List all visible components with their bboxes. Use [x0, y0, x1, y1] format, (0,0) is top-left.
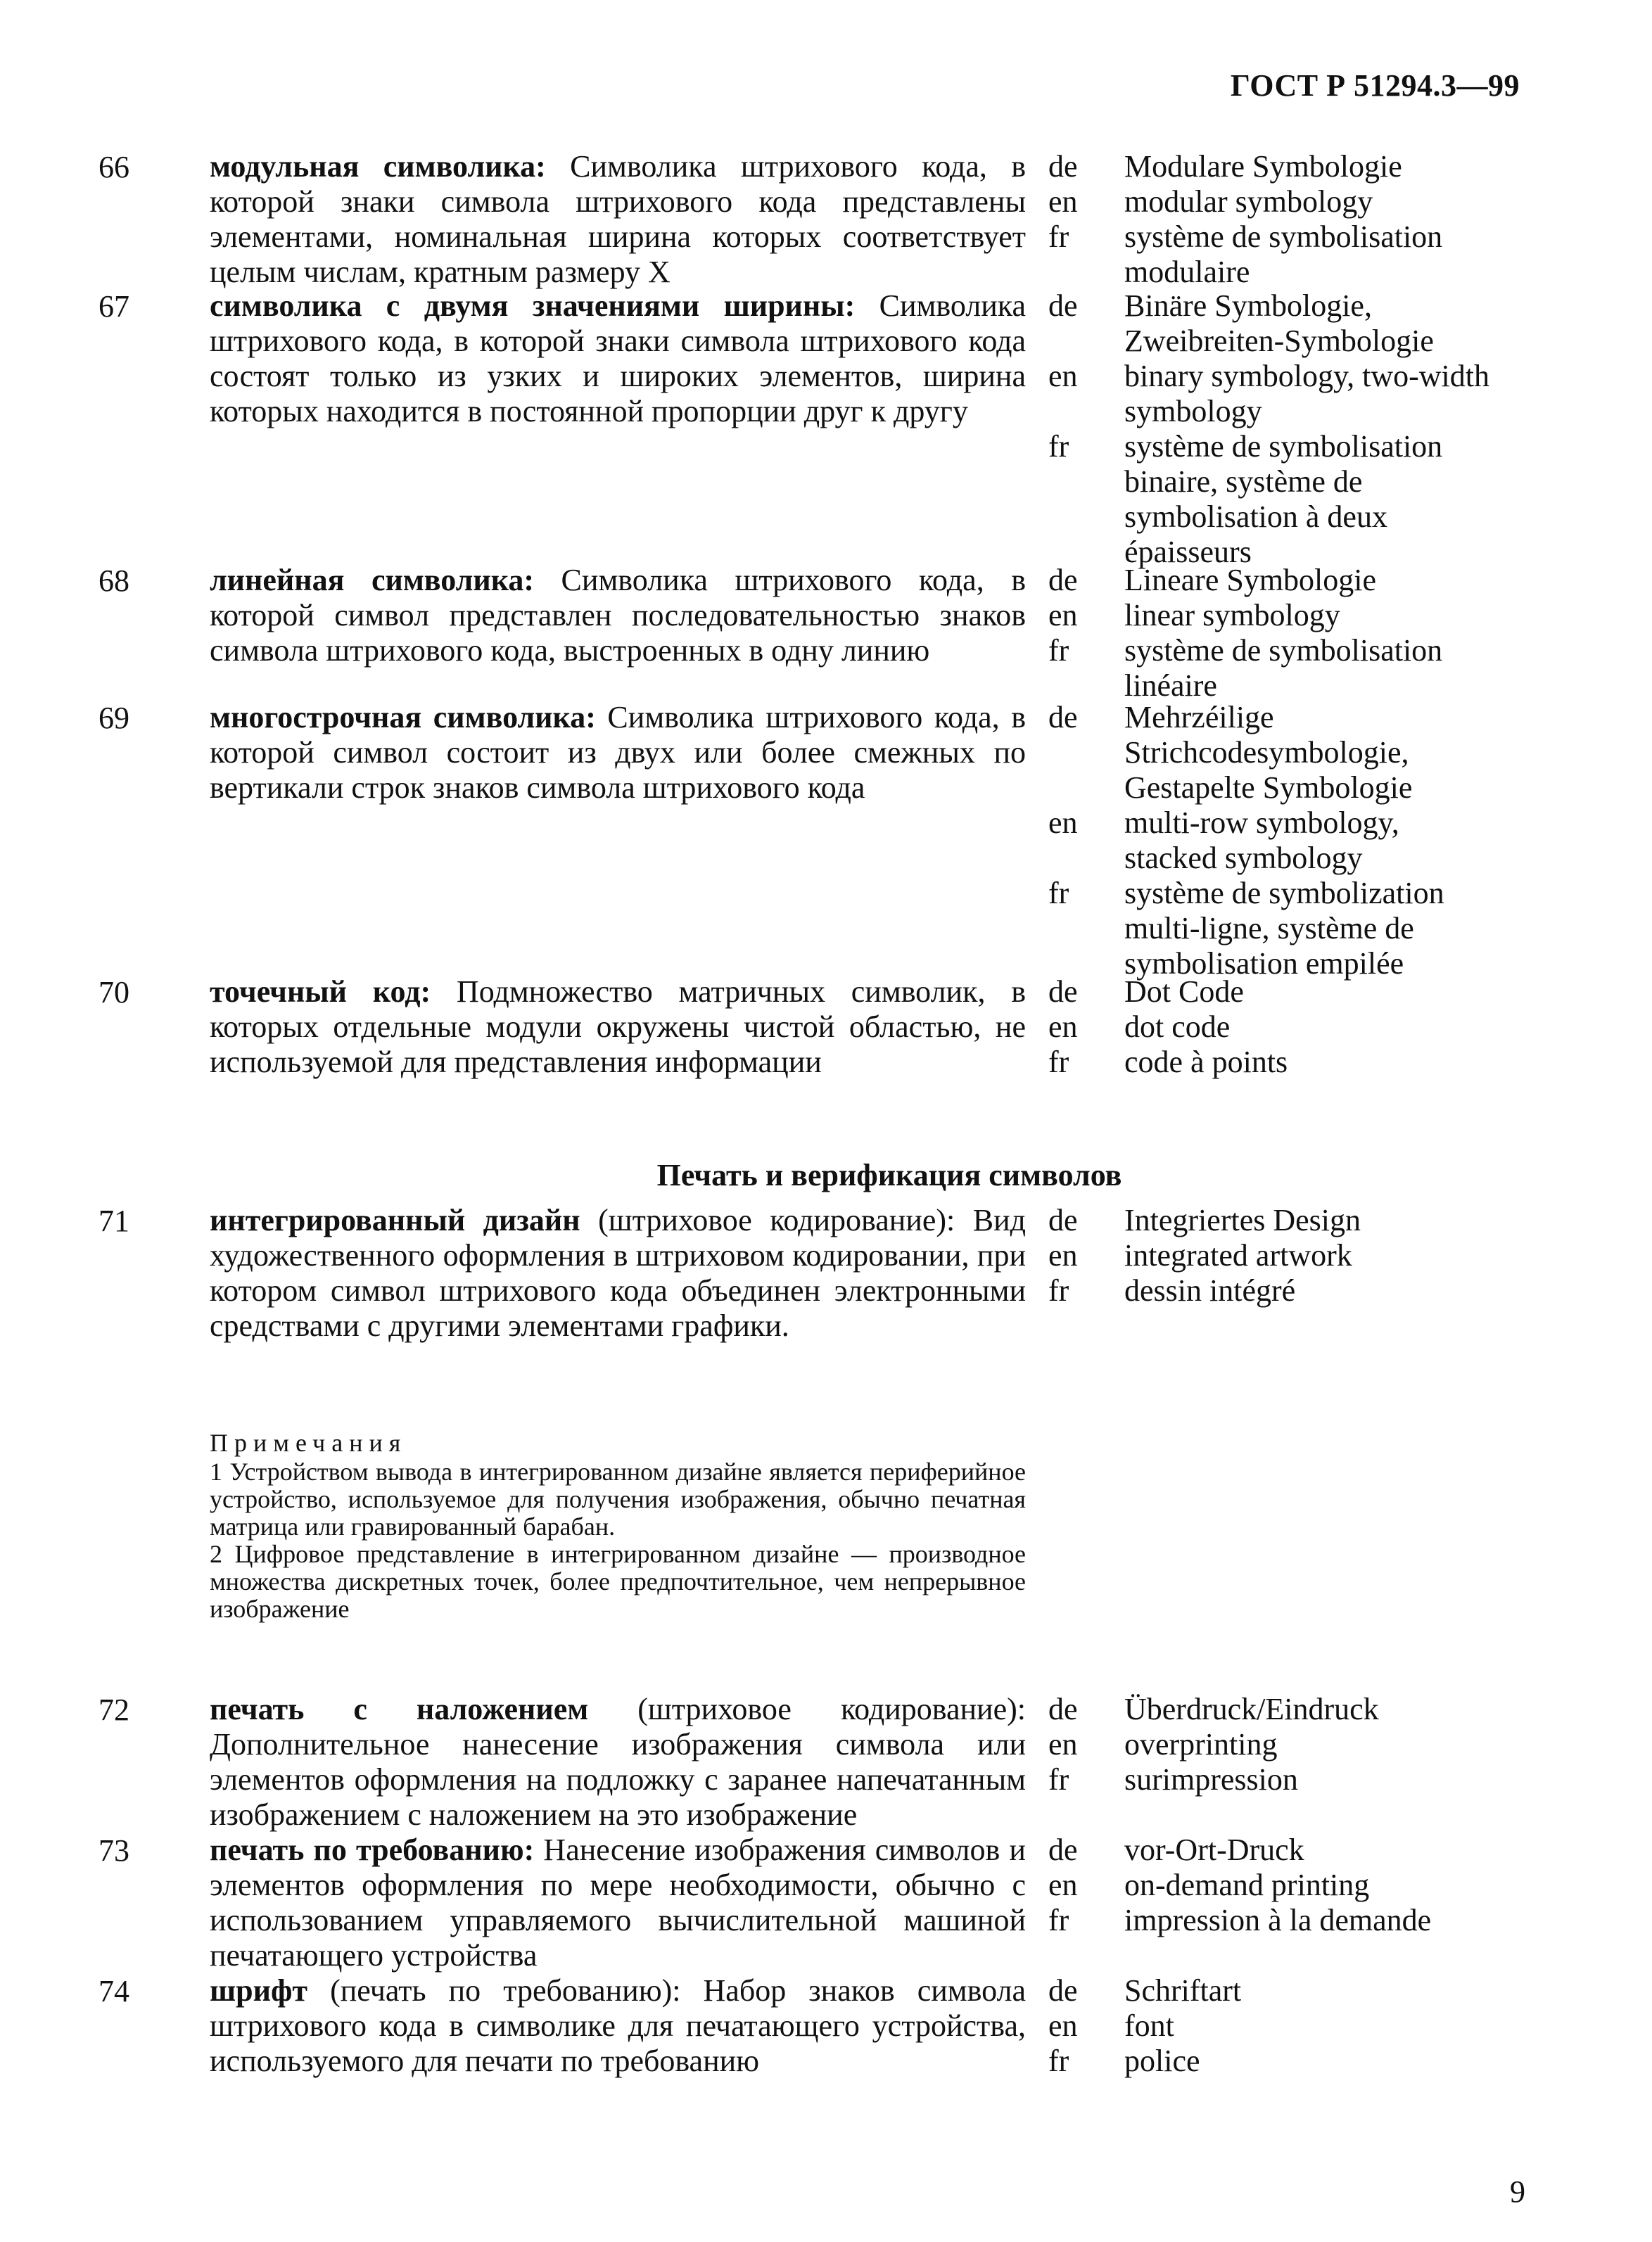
- entry-translations: [1048, 149, 1555, 290]
- translation-text: modular symbology: [1124, 184, 1373, 219]
- language-code: de: [1048, 1692, 1078, 1726]
- entry-translations: [1048, 974, 1555, 1080]
- document-header: ГОСТ Р 51294.3—99: [1230, 68, 1520, 103]
- entry-translations: [1048, 1203, 1555, 1308]
- translation-line: [1048, 499, 1555, 535]
- entry-number: 67: [99, 289, 129, 324]
- language-code: fr: [1048, 1273, 1069, 1308]
- translation-text: Integriertes Design: [1124, 1203, 1361, 1237]
- translation-line: [1048, 394, 1555, 429]
- section-title: Печать и верификация символов: [656, 1158, 1122, 1192]
- entry-definition: [210, 1973, 1026, 2079]
- entry-definition-text: Нанесение изображения символов и элементов оформления по мере необходимости, обычно с использованием управляемого вычислительной машиной печатающего устройства: [210, 1833, 1026, 1973]
- translation-text: Strichcodesymbologie,: [1124, 735, 1409, 770]
- language-code: en: [1048, 359, 1078, 393]
- translation-line: [1048, 219, 1555, 255]
- translation-line: [1048, 770, 1555, 805]
- translation-text: Dot Code: [1124, 974, 1244, 1009]
- note-item: 2 Цифровое представление в интегрированном дизайне — производное множества дискретных точек, более предпочтительное, чем непрерывное изображение: [210, 1540, 1026, 1623]
- entry-number: 69: [99, 701, 129, 735]
- translation-line: [1048, 1727, 1555, 1762]
- translation-line: [1048, 700, 1555, 735]
- translation-line: [1048, 735, 1555, 770]
- language-code: en: [1048, 184, 1078, 219]
- translation-text: système de symbolisation: [1124, 429, 1443, 464]
- entry-translations: [1048, 700, 1555, 981]
- translation-line: [1048, 563, 1555, 598]
- translation-line: [1048, 668, 1555, 703]
- translation-line: [1048, 1973, 1555, 2008]
- translation-line: [1048, 255, 1555, 290]
- translation-line: [1048, 149, 1555, 184]
- language-code: en: [1048, 1238, 1078, 1273]
- entry-definition: [210, 149, 1026, 290]
- translation-text: symbolisation à deux: [1124, 499, 1387, 534]
- entry-term: печать с наложением: [210, 1692, 589, 1726]
- translation-line: [1048, 1762, 1555, 1797]
- translation-text: système de symbolisation: [1124, 219, 1443, 254]
- entry-number: 68: [99, 563, 129, 598]
- entry-definition: [210, 700, 1026, 805]
- entry-term: символика с двумя значениями ширины:: [210, 288, 856, 323]
- language-code: fr: [1048, 1903, 1069, 1937]
- translation-text: dessin intégré: [1124, 1273, 1296, 1308]
- language-code: fr: [1048, 219, 1069, 254]
- entry-definition-text: (штриховое кодирование): Вид художественного оформления в штриховом кодировании, при котором символ штрихового кода объединен электронными средствами с другими элементами графики.: [210, 1203, 1027, 1343]
- translation-line: [1048, 805, 1555, 841]
- entry-number: 73: [99, 1833, 129, 1868]
- language-code: de: [1048, 149, 1078, 184]
- language-code: de: [1048, 563, 1078, 597]
- translation-text: symbolisation empilée: [1124, 946, 1404, 981]
- entry-definition: [210, 1692, 1026, 1833]
- translation-line: [1048, 911, 1555, 946]
- translation-line: [1048, 598, 1555, 633]
- entry-number: 72: [99, 1693, 129, 1727]
- translation-text: integrated artwork: [1124, 1238, 1352, 1273]
- page-number: 9: [1510, 2174, 1525, 2209]
- entry-definition-text: (штриховое кодирование): Дополнительное нанесение изображения символа или элементов оформления на подложку с заранее напечатанным изображением с наложением на это изображение: [210, 1692, 1026, 1832]
- notes-block: [210, 1429, 1026, 1623]
- entry-term: интегрированный дизайн: [210, 1203, 580, 1237]
- entry-translations: [1048, 1833, 1555, 1938]
- language-code: de: [1048, 1833, 1078, 1867]
- translation-text: Schriftart: [1124, 1973, 1242, 2008]
- language-code: fr: [1048, 1762, 1069, 1797]
- translation-text: surimpression: [1124, 1762, 1298, 1797]
- entry-term: многострочная символика:: [210, 700, 596, 734]
- entry-term: печать по требованию:: [210, 1833, 535, 1867]
- language-code: en: [1048, 1009, 1078, 1044]
- language-code: fr: [1048, 429, 1069, 464]
- translation-text: symbology: [1124, 394, 1262, 428]
- translation-line: [1048, 184, 1555, 219]
- entry-definition: [210, 563, 1026, 668]
- translation-line: [1048, 1045, 1555, 1080]
- translation-text: multi-row symbology,: [1124, 805, 1399, 840]
- translation-text: Überdruck/Eindruck: [1124, 1692, 1379, 1726]
- translation-text: code à points: [1124, 1045, 1288, 1079]
- translation-text: modulaire: [1124, 255, 1250, 289]
- language-code: fr: [1048, 633, 1069, 668]
- entry-term: линейная символика:: [210, 563, 535, 597]
- entry-definition-text: Символика штрихового кода, в которой знаки символа штрихового кода состоят только из узких и широких элементов, ширина которых находится в постоянной пропорции друг к другу: [210, 288, 1026, 428]
- translation-text: vor-Ort-Druck: [1124, 1833, 1304, 1867]
- language-code: fr: [1048, 1045, 1069, 1079]
- translation-line: [1048, 1203, 1555, 1238]
- translation-text: multi-ligne, système de: [1124, 911, 1414, 945]
- entry-number: 71: [99, 1204, 129, 1238]
- translation-line: [1048, 876, 1555, 911]
- translation-text: linéaire: [1124, 668, 1217, 703]
- translation-text: binaire, système de: [1124, 464, 1363, 499]
- entry-translations: [1048, 288, 1555, 570]
- translation-text: Zweibreiten-Symbologie: [1124, 324, 1434, 358]
- translation-line: [1048, 2008, 1555, 2044]
- translation-text: stacked symbology: [1124, 841, 1363, 875]
- entry-term: точечный код:: [210, 974, 431, 1009]
- translation-text: Lineare Symbologie: [1124, 563, 1377, 597]
- translation-line: [1048, 974, 1555, 1009]
- translation-line: [1048, 429, 1555, 464]
- translation-line: [1048, 2044, 1555, 2079]
- translation-text: font: [1124, 2008, 1174, 2043]
- language-code: de: [1048, 1973, 1078, 2008]
- entry-term: модульная символика:: [210, 149, 546, 184]
- language-code: de: [1048, 974, 1078, 1009]
- translation-text: on-demand printing: [1124, 1868, 1370, 1902]
- translation-line: [1048, 464, 1555, 499]
- translation-text: épaisseurs: [1124, 535, 1252, 569]
- language-code: en: [1048, 598, 1078, 632]
- language-code: de: [1048, 700, 1078, 734]
- entry-number: 66: [99, 150, 129, 184]
- notes-title: Примечания: [210, 1429, 407, 1457]
- language-code: fr: [1048, 2044, 1069, 2078]
- translation-line: [1048, 288, 1555, 324]
- entry-number: 74: [99, 1974, 129, 2008]
- entry-term: шрифт: [210, 1973, 308, 2008]
- translation-line: [1048, 633, 1555, 668]
- translation-line: [1048, 359, 1555, 394]
- translation-text: Modulare Symbologie: [1124, 149, 1402, 184]
- language-code: en: [1048, 805, 1078, 840]
- translation-text: impression à la demande: [1124, 1903, 1432, 1937]
- entry-definition-text: Символика штрихового кода, в которой символ состоит из двух или более смежных по вертикали строк знаков символа штрихового кода: [210, 700, 1026, 805]
- entry-definition: [210, 1833, 1026, 1973]
- entry-number: 70: [99, 975, 129, 1009]
- translation-line: [1048, 1833, 1555, 1868]
- translation-line: [1048, 1692, 1555, 1727]
- entry-definition-text: Символика штрихового кода, в которой знаки символа штрихового кода представлены элементами, номинальная ширина которых соответствует целым числам, кратным размеру X: [210, 149, 1026, 289]
- language-code: de: [1048, 1203, 1078, 1237]
- translation-text: Mehrzéilige: [1124, 700, 1274, 734]
- entry-definition-text: Подмножество матричных символик, в которых отдельные модули окружены чистой областью, не используемой для представления информации: [210, 974, 1026, 1079]
- translation-text: Gestapelte Symbologie: [1124, 770, 1413, 805]
- language-code: de: [1048, 288, 1078, 323]
- language-code: en: [1048, 1868, 1078, 1902]
- language-code: en: [1048, 2008, 1078, 2043]
- translation-line: [1048, 1273, 1555, 1308]
- entry-definition: [210, 288, 1026, 429]
- entry-definition-text: Символика штрихового кода, в которой символ представлен последовательностью знаков символа штрихового кода, выстроенных в одну линию: [210, 563, 1026, 668]
- translation-text: dot code: [1124, 1009, 1231, 1044]
- translation-text: police: [1124, 2044, 1200, 2078]
- translation-text: linear symbology: [1124, 598, 1340, 632]
- translation-line: [1048, 1868, 1555, 1903]
- entry-translations: [1048, 1973, 1555, 2079]
- entry-definition-text: (печать по требованию): Набор знаков символа штрихового кода в символике для печатающего устройства, используемого для печати по требованию: [210, 1973, 1026, 2078]
- translation-text: binary symbology, two-width: [1124, 359, 1489, 393]
- translation-text: système de symbolization: [1124, 876, 1444, 910]
- translation-line: [1048, 841, 1555, 876]
- translation-text: overprinting: [1124, 1727, 1278, 1762]
- language-code: fr: [1048, 876, 1069, 910]
- entry-translations: [1048, 563, 1555, 703]
- translation-line: [1048, 1238, 1555, 1273]
- translation-line: [1048, 1903, 1555, 1938]
- translation-text: Binäre Symbologie,: [1124, 288, 1372, 323]
- note-item: 1 Устройством вывода в интегрированном дизайне является периферийное устройство, используемое для получения изображения, обычно печатная матрица или гравированный барабан.: [210, 1458, 1026, 1541]
- translation-text: système de symbolisation: [1124, 633, 1443, 668]
- translation-line: [1048, 1009, 1555, 1045]
- entry-definition: [210, 1203, 1026, 1344]
- language-code: en: [1048, 1727, 1078, 1762]
- entry-definition: [210, 974, 1026, 1080]
- entry-translations: [1048, 1692, 1555, 1797]
- translation-line: [1048, 324, 1555, 359]
